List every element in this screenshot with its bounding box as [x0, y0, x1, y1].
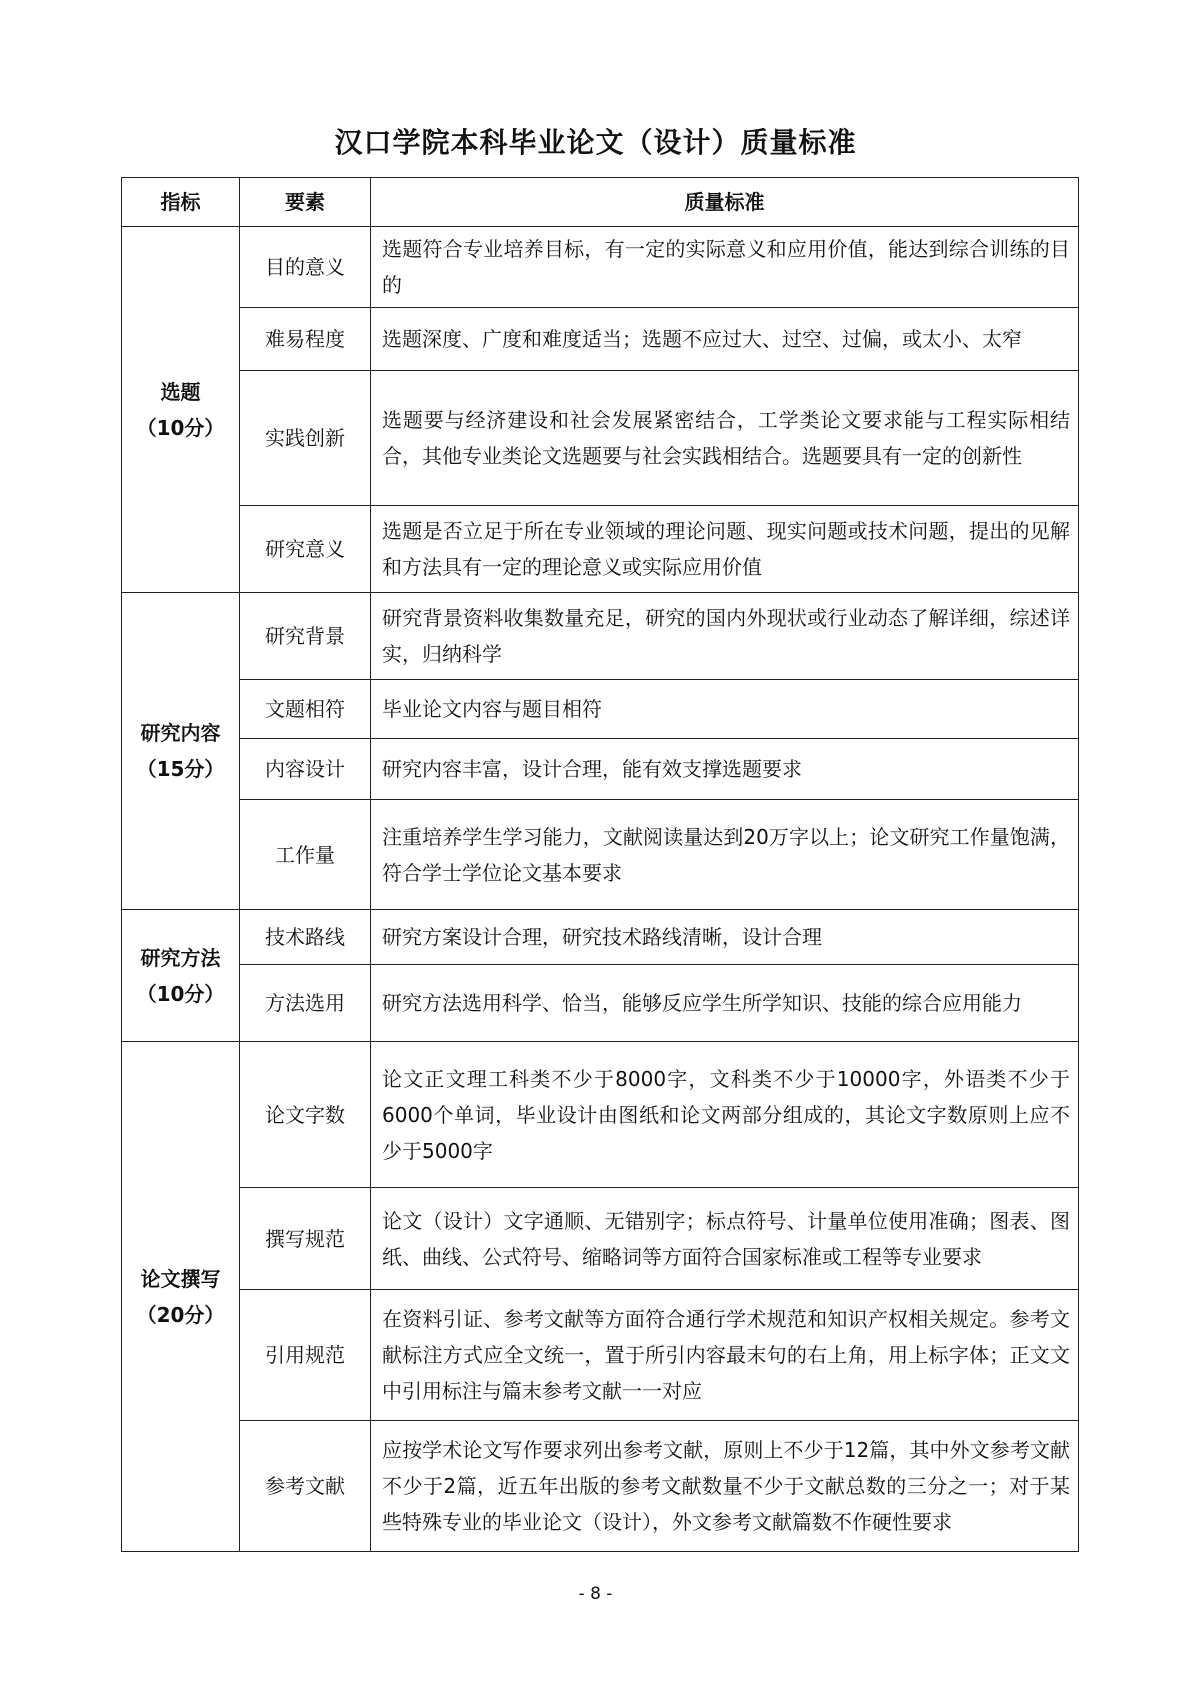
- indicator-cell: [122, 1042, 240, 1552]
- standard-cell: 在资料引证、参考文献等方面符合通行学术规范和知识产权相关规定。参考文献标注方式应全文统一，置于所引内容最末句的右上角，用上标字体；正文文中引用标注与篇末参考文献一一对应: [371, 1290, 1079, 1421]
- table-row: [122, 1188, 1079, 1290]
- page-number: - 8 -: [578, 1584, 613, 1604]
- indicator-name: 选题: [160, 379, 201, 404]
- table-row: [122, 1042, 1079, 1188]
- standard-cell: 应按学术论文写作要求列出参考文献，原则上不少于12篇，其中外文参考文献不少于2篇，近五年出版的参考文献数量不少于文献总数的三分之一；对于某些特殊专业的毕业论文（设计），外文参考文献篇数不作硬性要求: [371, 1421, 1079, 1552]
- table-row: [122, 1290, 1079, 1421]
- indicator-cell: [122, 227, 240, 593]
- table-row: [122, 371, 1079, 506]
- indicator-score: （10分）: [136, 981, 225, 1006]
- standard-cell: 毕业论文内容与题目相符: [371, 680, 1079, 739]
- indicator-name: 论文撰写: [140, 1266, 221, 1291]
- indicator-cell: [122, 910, 240, 1042]
- table-row: [122, 800, 1079, 910]
- indicator-score: （20分）: [136, 1302, 225, 1327]
- element-cell: 难易程度: [240, 308, 371, 371]
- standard-cell: 论文正文理工科类不少于8000字，文科类不少于10000字，外语类不少于6000个单词，毕业设计由图纸和论文两部分组成的，其论文字数原则上应不少于5000字: [371, 1042, 1079, 1188]
- table-header-row: [122, 178, 1079, 227]
- standard-cell: 选题深度、广度和难度适当；选题不应过大、过空、过偏，或太小、太窄: [371, 308, 1079, 371]
- element-cell: 目的意义: [240, 227, 371, 308]
- table-row: [122, 965, 1079, 1042]
- element-cell: 撰写规范: [240, 1188, 371, 1290]
- element-cell: 实践创新: [240, 371, 371, 506]
- table-row: [122, 910, 1079, 965]
- table-row: [122, 506, 1079, 593]
- element-cell: 论文字数: [240, 1042, 371, 1188]
- table-row: [122, 308, 1079, 371]
- standard-cell: 论文（设计）文字通顺、无错别字；标点符号、计量单位使用准确；图表、图纸、曲线、公式符号、缩略词等方面符合国家标准或工程等专业要求: [371, 1188, 1079, 1290]
- quality-standard-table: [121, 177, 1079, 1552]
- element-cell: 工作量: [240, 800, 371, 910]
- element-cell: 方法选用: [240, 965, 371, 1042]
- indicator-score: （10分）: [136, 415, 225, 440]
- header-element: 要素: [240, 178, 371, 227]
- indicator-score: （15分）: [136, 757, 225, 781]
- header-indicator: 指标: [122, 178, 240, 227]
- standard-cell: 选题符合专业培养目标，有一定的实际意义和应用价值，能达到综合训练的目的: [371, 227, 1079, 308]
- element-cell: 研究意义: [240, 506, 371, 593]
- standard-cell: 注重培养学生学习能力，文献阅读量达到20万字以上；论文研究工作量饱满，符合学士学位论文基本要求: [371, 800, 1079, 910]
- element-cell: 技术路线: [240, 910, 371, 965]
- standard-cell: 研究方案设计合理，研究技术路线清晰，设计合理: [371, 910, 1079, 965]
- standard-cell: 研究方法选用科学、恰当，能够反应学生所学知识、技能的综合应用能力: [371, 965, 1079, 1042]
- standard-cell: 研究背景资料收集数量充足，研究的国内外现状或行业动态了解详细，综述详实，归纳科学: [371, 593, 1079, 680]
- table-row: [122, 593, 1079, 680]
- element-cell: 研究背景: [240, 593, 371, 680]
- standard-cell: 选题要与经济建设和社会发展紧密结合，工学类论文要求能与工程实际相结合，其他专业类论文选题要与社会实践相结合。选题要具有一定的创新性: [371, 371, 1079, 506]
- table-row: [122, 227, 1079, 308]
- standard-cell: 选题是否立足于所在专业领域的理论问题、现实问题或技术问题，提出的见解和方法具有一定的理论意义或实际应用价值: [371, 506, 1079, 593]
- element-cell: 文题相符: [240, 680, 371, 739]
- indicator-name: 研究方法: [140, 945, 221, 970]
- element-cell: 引用规范: [240, 1290, 371, 1421]
- element-cell: 内容设计: [240, 739, 371, 800]
- table-row: [122, 739, 1079, 800]
- element-cell: 参考文献: [240, 1421, 371, 1552]
- table-row: [122, 680, 1079, 739]
- header-standard: 质量标准: [371, 178, 1079, 227]
- document-title: 汉口学院本科毕业论文（设计）质量标准: [334, 126, 857, 159]
- standard-cell: 研究内容丰富，设计合理，能有效支撑选题要求: [371, 739, 1079, 800]
- indicator-name: 研究内容: [140, 721, 221, 745]
- table-row: [122, 1421, 1079, 1552]
- indicator-cell: [122, 593, 240, 910]
